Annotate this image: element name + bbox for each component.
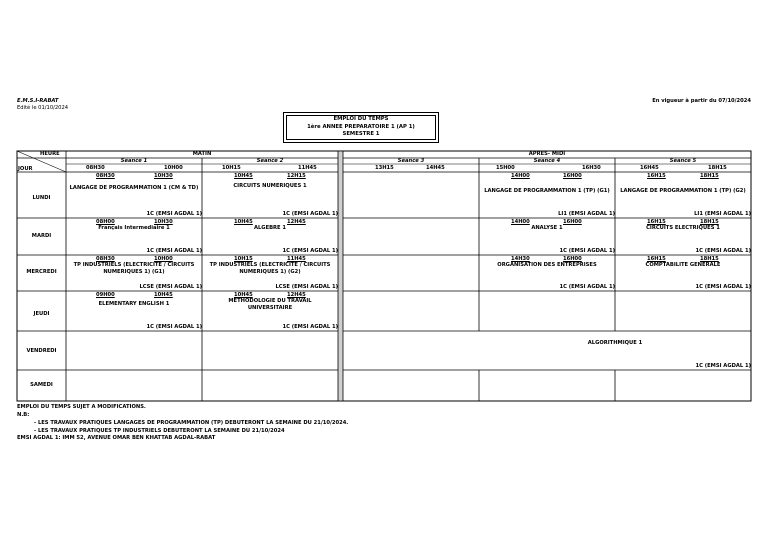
- mercredi-s1-time-end: 10H00: [154, 256, 173, 262]
- lundi-s2-time-start: 10H45: [234, 173, 253, 179]
- mercredi-s5-time-start: 16H15: [647, 256, 666, 262]
- lundi-s4-room: LI1 (EMSI AGDAL 1): [558, 211, 615, 217]
- address: EMSI AGDAL 1: IMM 52, AVENUE OMAR BEN KHATTAB AGDAL-RABAT: [17, 435, 216, 441]
- seance-5-end: 18H15: [708, 165, 727, 171]
- jeudi-s1-room: 1C (EMSI AGDAL 1): [146, 324, 202, 330]
- lundi-s1-course: LANGAGE DE PROGRAMMATION 1 (CM & TD): [69, 185, 199, 191]
- day-mercredi: MERCREDI: [26, 269, 57, 275]
- mardi-s4-course: ANALYSE 1: [531, 225, 563, 231]
- lundi-s2-course: CIRCUITS NUMERIQUES 1: [233, 183, 307, 189]
- mercredi-s2-time-end: 11H45: [287, 256, 306, 262]
- apres-midi-header: APRES- MIDI: [528, 151, 566, 157]
- seance-4-end: 16H30: [582, 165, 601, 171]
- mercredi-s1-room: LCSE (EMSI AGDAL 1): [139, 284, 202, 290]
- mercredi-s2-course: TP INDUSTRIELS (ELECTRICITE / CIRCUITS NUMERIQUES 1) (G2): [209, 262, 331, 275]
- mardi-s2-course: ALGEBRE 1: [253, 225, 287, 231]
- mardi-s5-room: 1C (EMSI AGDAL 1): [695, 248, 751, 254]
- jeudi-s2-time-end: 12H45: [287, 292, 306, 298]
- mercredi-s4-room: 1C (EMSI AGDAL 1): [559, 284, 615, 290]
- mercredi-s4-time-start: 14H30: [511, 256, 530, 262]
- corner-heure: HEURE: [40, 151, 60, 157]
- day-vendredi: VENDREDI: [26, 348, 57, 354]
- mardi-s5-time-end: 18H15: [700, 219, 719, 225]
- school-name: E.M.S.I-RABAT: [17, 98, 59, 104]
- note-nb: N.B:: [17, 412, 30, 418]
- mercredi-s5-room: 1C (EMSI AGDAL 1): [695, 284, 751, 290]
- jeudi-s2-time-start: 10H45: [234, 292, 253, 298]
- matin-header: MATIN: [192, 151, 212, 157]
- seance-1-label: Séance 1: [120, 158, 148, 164]
- seance-2-start: 10H15: [222, 165, 241, 171]
- title-line-1: EMPLOI DU TEMPS: [333, 116, 389, 122]
- note-modifications: EMPLOI DU TEMPS SUJET A MODIFICATIONS.: [17, 404, 146, 410]
- mardi-s1-time-start: 08H00: [96, 219, 115, 225]
- mercredi-s1-time-start: 08H30: [96, 256, 115, 262]
- lundi-s5-course: LANGAGE DE PROGRAMMATION 1 (TP) (G2): [620, 188, 746, 194]
- lundi-s1-room: 1C (EMSI AGDAL 1): [146, 211, 202, 217]
- title-line-3: SEMESTRE 1: [342, 131, 380, 138]
- seance-4-start: 15H00: [496, 165, 515, 171]
- mercredi-s1-course: TP INDUSTRIELS (ELECTRICITE / CIRCUITS NUMERIQUES 1) (G1): [73, 262, 195, 275]
- mardi-s5-course: CIRCUITS ELECTRIQUES 1: [646, 225, 720, 231]
- mardi-s1-time-end: 10H30: [154, 219, 173, 225]
- mardi-s2-room: 1C (EMSI AGDAL 1): [282, 248, 338, 254]
- mercredi-s5-course: COMPTABILITE GENERALE: [645, 262, 721, 268]
- lundi-s5-room: LI1 (EMSI AGDAL 1): [694, 211, 751, 217]
- day-lundi: LUNDI: [32, 195, 51, 201]
- mercredi-s2-time-start: 10H15: [234, 256, 253, 262]
- jeudi-s2-course: METHODOLOGIE DU TRAVAIL UNIVERSITAIRE: [228, 298, 312, 311]
- mardi-s2-time-start: 10H45: [234, 219, 253, 225]
- mardi-s5-time-start: 16H15: [647, 219, 666, 225]
- note-tp-industriels: - LES TRAVAUX PRATIQUES TP INDUSTRIELS DEBUTERONT LA SEMAINE DU 21/10/2024: [34, 428, 285, 434]
- seance-3-label: Séance 3: [397, 158, 425, 164]
- mercredi-s4-course: ORGANISATION DES ENTREPRISES: [497, 262, 597, 268]
- mardi-s1-course: Français Intermediaire 1: [98, 225, 170, 231]
- seance-1-start: 08H30: [86, 165, 105, 171]
- jeudi-s1-time-end: 10H45: [154, 292, 173, 298]
- mardi-s1-room: 1C (EMSI AGDAL 1): [146, 248, 202, 254]
- mercredi-s4-time-end: 16H00: [563, 256, 582, 262]
- mardi-s2-time-end: 12H45: [287, 219, 306, 225]
- mercredi-s2-room: LCSE (EMSI AGDAL 1): [275, 284, 338, 290]
- jeudi-s2-room: 1C (EMSI AGDAL 1): [282, 324, 338, 330]
- day-samedi: SAMEDI: [30, 382, 53, 388]
- lundi-s4-time-start: 14H00: [511, 173, 530, 179]
- lundi-s2-room: 1C (EMSI AGDAL 1): [282, 211, 338, 217]
- seance-2-end: 11H45: [298, 165, 317, 171]
- seance-5-label: Séance 5: [669, 158, 697, 164]
- corner-jour: JOUR: [18, 166, 33, 172]
- mardi-s4-time-start: 14H00: [511, 219, 530, 225]
- seance-3-end: 14H45: [426, 165, 445, 171]
- mercredi-s5-time-end: 18H15: [700, 256, 719, 262]
- jeudi-s1-time-start: 09H00: [96, 292, 115, 298]
- seance-1-end: 10H00: [164, 165, 183, 171]
- mardi-s4-time-end: 16H00: [563, 219, 582, 225]
- day-mardi: MARDI: [31, 233, 52, 239]
- seance-4-label: Séance 4: [533, 158, 561, 164]
- note-tp-langages: - LES TRAVAUX PRATIQUES LANGAGES DE PROGRAMMATION (TP) DEBUTERONT LA SEMAINE DU 21/10/2024.: [34, 420, 349, 426]
- mardi-s4-room: 1C (EMSI AGDAL 1): [559, 248, 615, 254]
- lundi-s2-time-end: 12H15: [287, 173, 306, 179]
- effective-date: En vigueur à partir du 07/10/2024: [652, 98, 751, 104]
- lundi-s4-time-end: 16H00: [563, 173, 582, 179]
- lundi-s5-time-start: 16H15: [647, 173, 666, 179]
- seance-3-start: 13H15: [375, 165, 394, 171]
- jeudi-s1-course: ELEMENTARY ENGLISH 1: [98, 301, 170, 307]
- lundi-s4-course: LANGAGE DE PROGRAMMATION 1 (TP) (G1): [484, 188, 610, 194]
- seance-5-start: 16H45: [640, 165, 659, 171]
- vendredi-s45-room: 1C (EMSI AGDAL 1): [695, 363, 751, 369]
- lundi-s1-time-end: 10H30: [154, 173, 173, 179]
- seance-2-label: Séance 2: [256, 158, 284, 164]
- lundi-s1-time-start: 08H30: [96, 173, 115, 179]
- edited-date: Edité le 01/10/2024: [17, 105, 69, 111]
- lundi-s5-time-end: 18H15: [700, 173, 719, 179]
- title-line-2: 1ère ANNEE PREPARATOIRE 1 (AP 1): [307, 123, 415, 130]
- day-jeudi: JEUDI: [33, 311, 50, 317]
- vendredi-s45-course: ALGORITHMIQUE 1: [587, 340, 643, 346]
